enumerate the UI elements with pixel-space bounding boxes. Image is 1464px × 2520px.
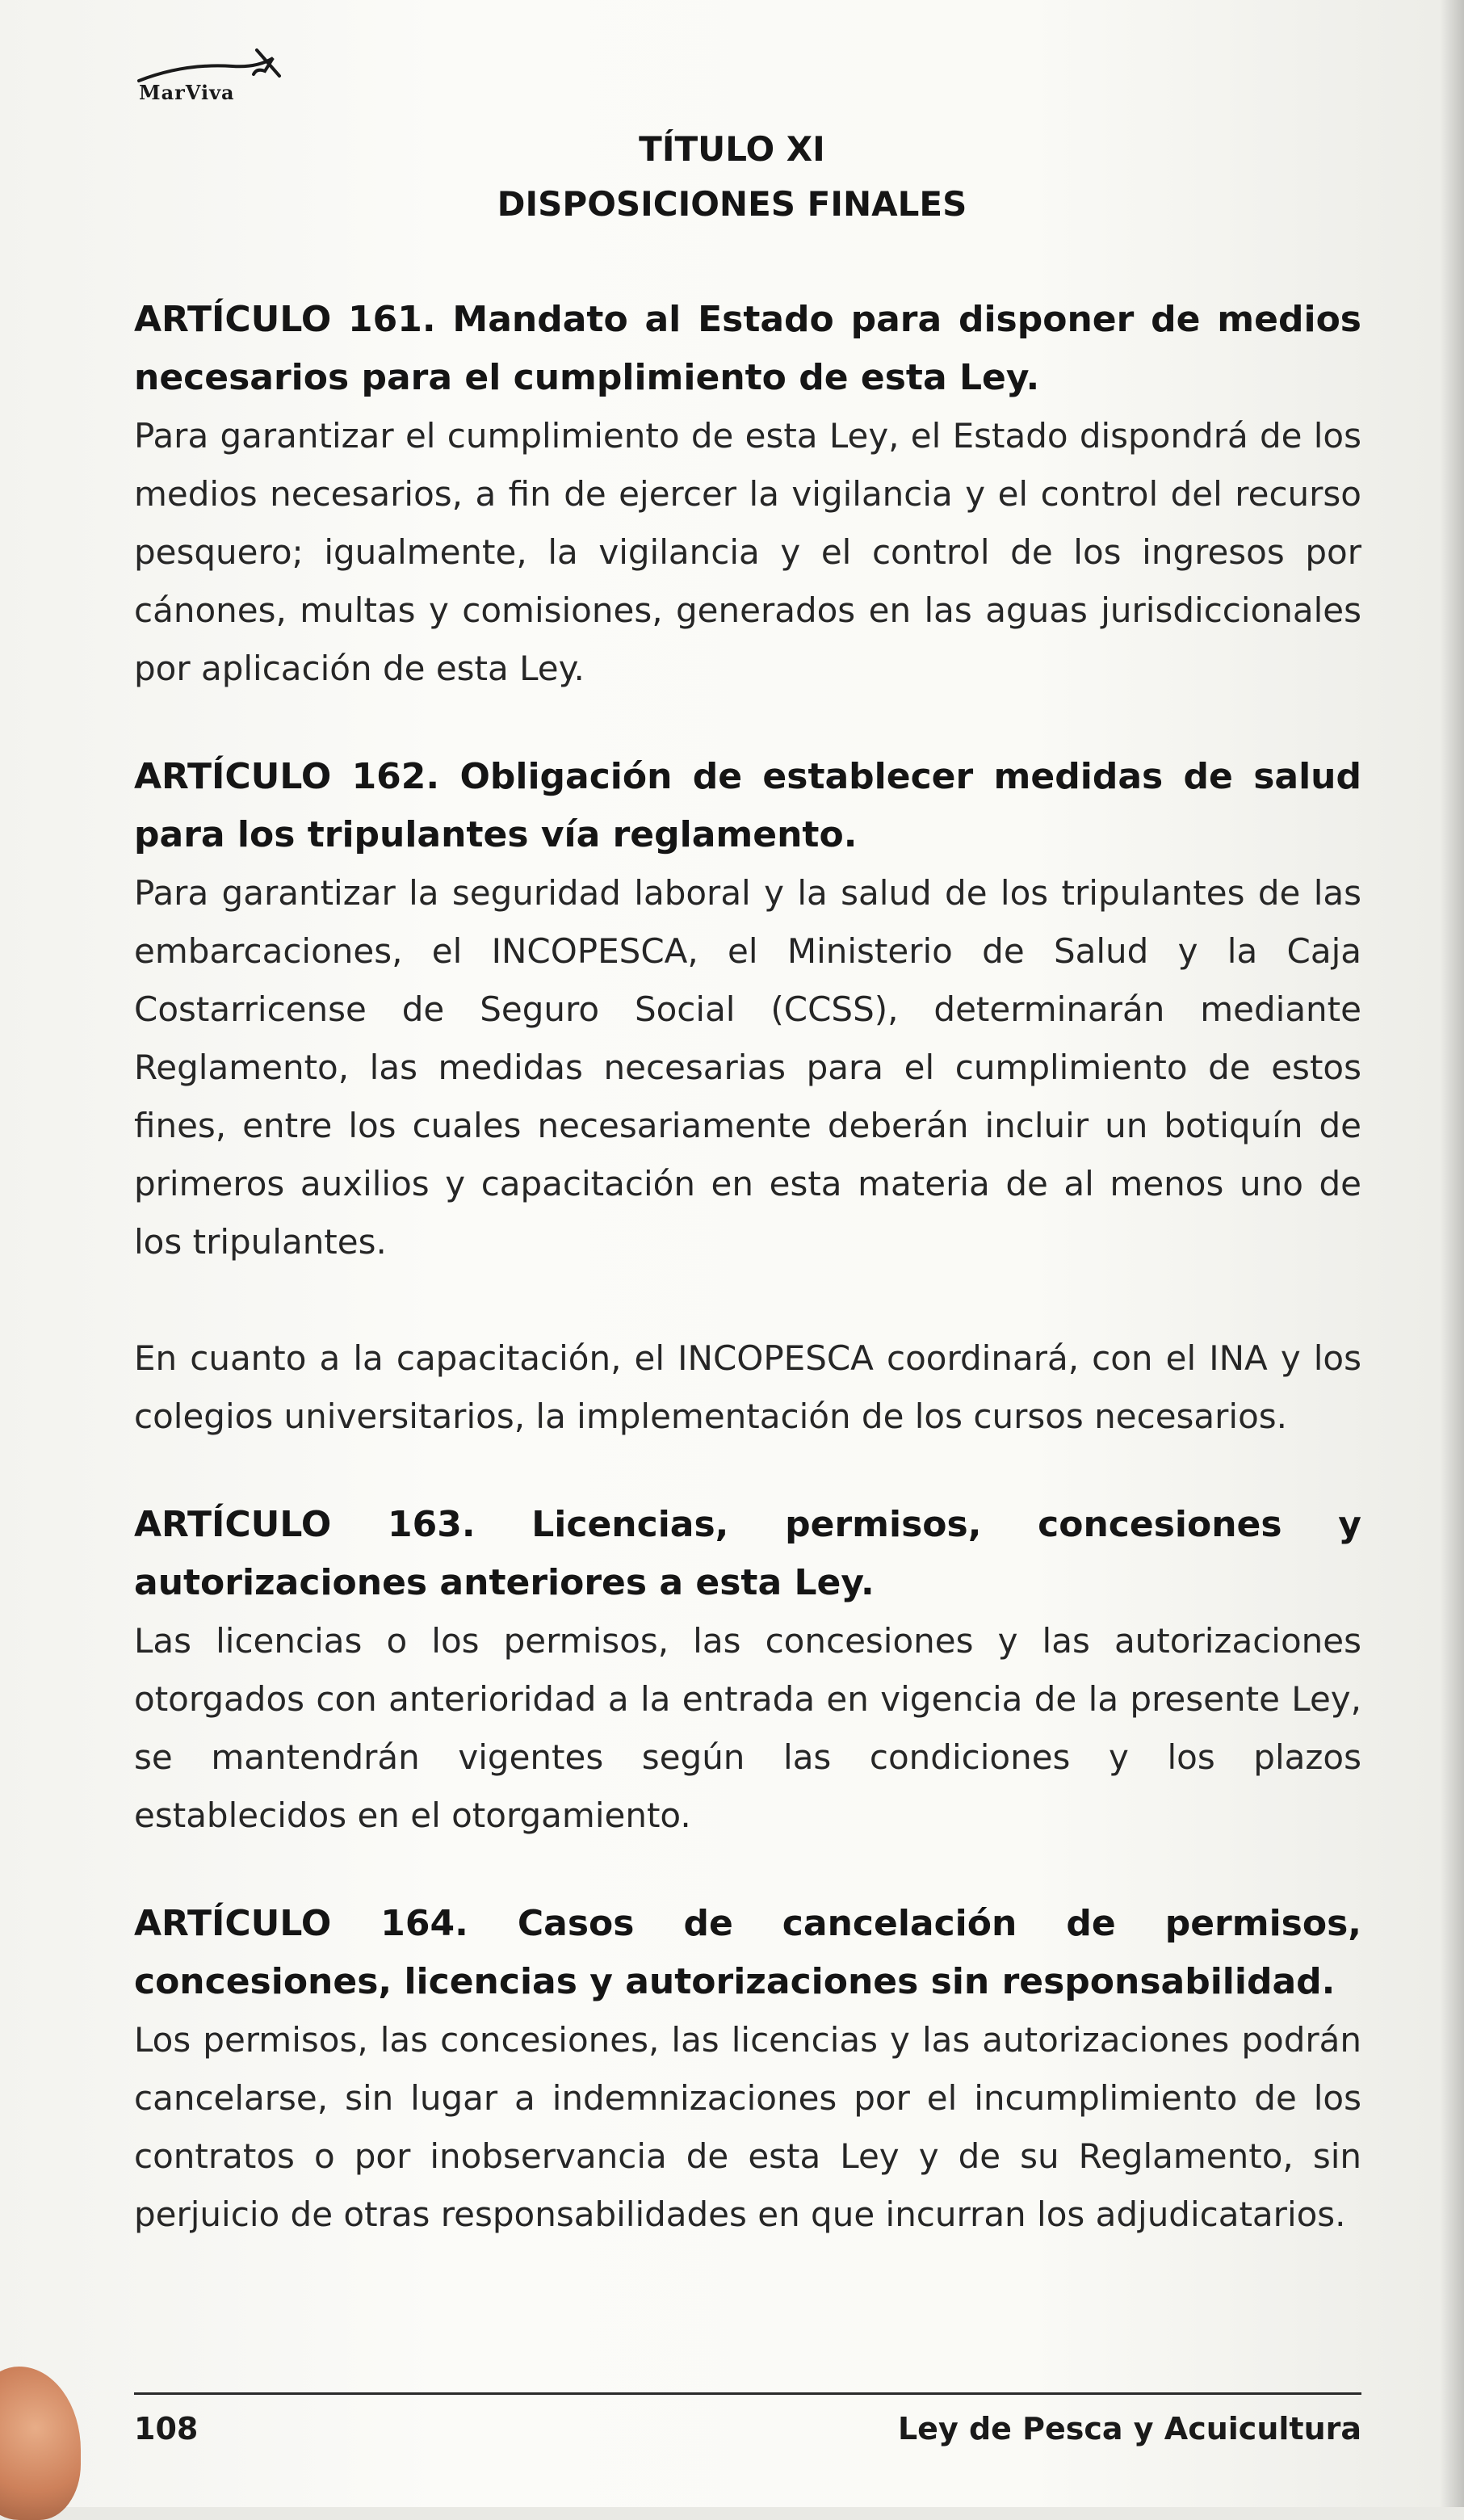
logo-text: MarViva: [139, 81, 235, 104]
article-paragraph: Los permisos, las concesiones, las licencias y las autorizaciones podrán cancelarse, sin lugar a indemnizaciones por el incumplimiento de los contratos o por inobservancia de esta Ley y de su Reglamento, sin perjuicio de otras responsabilidades en que incurran los adjudicatarios.: [134, 2020, 1361, 2234]
article-164: [134, 1895, 1361, 2244]
page-number: 108: [134, 2411, 199, 2446]
article-title: ARTÍCULO 164. Casos de cancelación de permisos, concesiones, licencias y autorizaciones sin responsabilidad.: [134, 1903, 1361, 2002]
articles-content: [134, 291, 1361, 2294]
subtitle-heading: DISPOSICIONES FINALES: [497, 184, 967, 224]
footer-divider: [134, 2392, 1361, 2395]
wave-fin-icon: [136, 39, 297, 87]
article-title: ARTÍCULO 162. Obligación de establecer medidas de salud para los tripulantes vía reglamento.: [134, 756, 1361, 855]
marviva-logo: [136, 39, 297, 111]
title-heading: TÍTULO XI: [639, 129, 825, 169]
article-161: [134, 291, 1361, 698]
article-162: [134, 748, 1361, 1446]
article-paragraph: Para garantizar el cumplimiento de esta Ley, el Estado dispondrá de los medios necesarios, a fin de ejercer la vigilancia y el control del recurso pesquero; igualmente, la vigilancia y el control de los ingresos por cánones, multas y comisiones, generados en las aguas jurisdiccionales por aplicación de esta Ley.: [134, 416, 1361, 688]
thumb-photo: [0, 2367, 81, 2520]
article-title: ARTÍCULO 163. Licencias, permisos, concesiones y autorizaciones anteriores a esta Ley.: [134, 1504, 1361, 1603]
article-paragraph: Las licencias o los permisos, las concesiones y las autorizaciones otorgados con anterioridad a la entrada en vigencia de la presente Ley, se mantendrán vigentes según las condiciones y los plazos establecidos en el otorgamiento.: [134, 1621, 1361, 1835]
page-edge-shadow: [1440, 0, 1464, 2507]
article-paragraph: Para garantizar la seguridad laboral y la salud de los tripulantes de las embarcaciones, el INCOPESCA, el Ministerio de Salud y la Caja Costarricense de Seguro Social (CCSS), determinarán mediante Reglamento, las medidas necesarias para el cumplimiento de estos fines, entre los cuales necesariamente deberán incluir un botiquín de primeros auxilios y capacitación en esta materia de al menos uno de los tripulantes.: [134, 873, 1361, 1262]
article-paragraph: En cuanto a la capacitación, el INCOPESCA coordinará, con el INA y los colegios universitarios, la implementación de los cursos necesarios.: [134, 1338, 1361, 1436]
article-title: ARTÍCULO 161. Mandato al Estado para disponer de medios necesarios para el cumplimiento de esta Ley.: [134, 299, 1361, 398]
article-163: [134, 1496, 1361, 1845]
book-title: Ley de Pesca y Acuicultura: [897, 2411, 1361, 2446]
